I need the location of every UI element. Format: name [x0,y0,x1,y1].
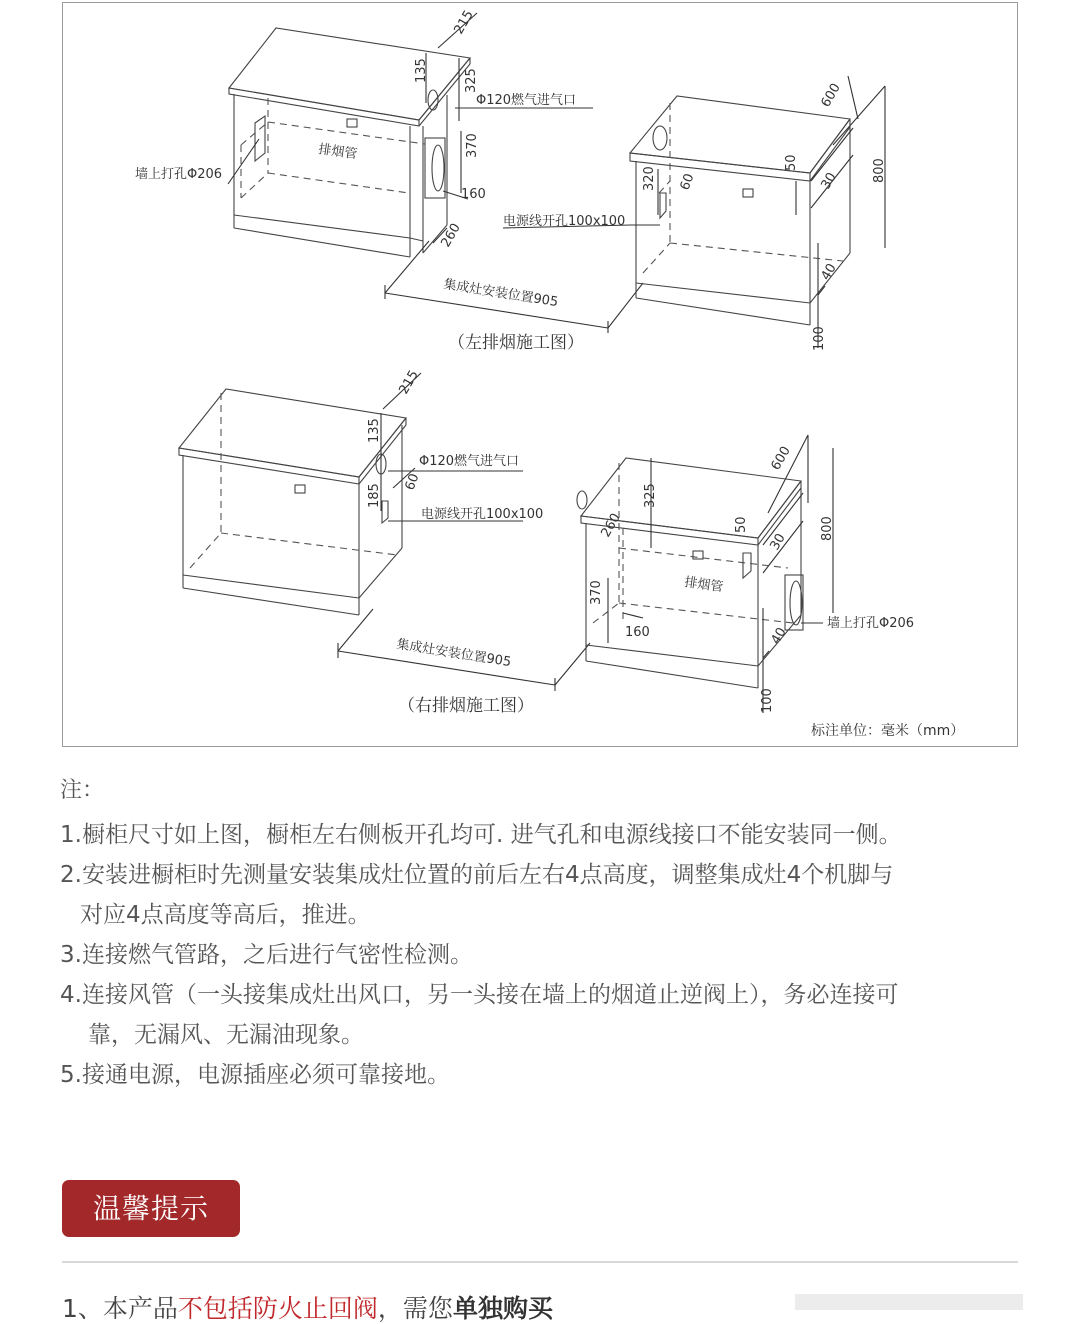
bottom-right-smoke-outlet [790,581,802,625]
tip-prefix: 1、本产品 [62,1294,178,1323]
install-notes [60,775,1030,1095]
top-dim-325: 325 [464,68,479,93]
notes-heading: 注： [60,778,105,803]
bottom-dim-600: 600 [768,443,794,473]
top-left-socket-icon [347,119,357,127]
bottom-right-socket-icon [693,551,703,559]
note-line: 3.连接燃气管路，之后进行气密性检测。 [60,942,473,968]
tip-line-1 [62,1294,553,1324]
top-right-socket-icon [743,189,753,197]
top-right-power-hole [660,193,666,218]
top-dim-60: 60 [677,171,698,193]
bottom-left-hidden-lines [190,393,397,568]
side-image-placeholder [795,1294,1023,1310]
top-dim-135: 135 [414,58,429,83]
bottom-dim-185: 185 [367,483,382,508]
bottom-dim-325: 325 [643,483,658,508]
bottom-dim-160: 160 [625,625,650,640]
top-wall-hole-label: 墙上打孔Φ206 [135,167,223,182]
diagram-svg [63,3,1019,748]
top-dim-600: 600 [818,80,844,110]
bottom-smoke-pipe-label: 排烟管 [683,575,725,596]
top-dim-50: 50 [784,154,799,171]
bottom-dim-40: 40 [768,625,790,647]
note-line: 1.橱柜尺寸如上图，橱柜左右侧板开孔均可. 进气孔和电源线接口不能安装同一侧。 [60,822,902,848]
bottom-left-socket-icon [295,485,305,493]
top-gas-inlet-circle [428,90,438,110]
top-install-pos-label: 集成灶安装位置905 [442,277,560,311]
bottom-dim-800: 800 [820,516,835,541]
note-line: 靠，无漏风、无漏油现象。 [88,1022,364,1048]
top-right-hidden-lines [643,103,843,273]
top-right-gas-inlet [653,126,667,150]
bottom-dim-260: 260 [598,510,624,540]
top-dim-215: 215 [451,7,477,37]
bottom-gas-inlet-label: Φ120燃气进气口 [419,454,520,469]
top-dim-260: 260 [438,220,464,250]
bottom-right-power-hole [743,553,751,578]
top-dim-160: 160 [461,187,486,202]
top-caption: （左排烟施工图） [448,333,584,353]
top-power-hole-label: 电源线开孔100x100 [503,214,626,229]
warm-tips-button[interactable]: 温馨提示 [62,1180,240,1237]
bottom-left-power-hole [382,501,388,523]
bottom-right-power-box [785,575,803,630]
bottom-right-hidden-lines [593,463,793,623]
bottom-right-cabinet [581,458,801,688]
bottom-dim-50: 50 [734,516,749,533]
bottom-dim-215: 215 [396,367,422,397]
note-line: 2.安装进橱柜时先测量安装集成灶位置的前后左右4点高度，调整集成灶4个机脚与 [60,862,894,888]
note-line: 对应4点高度等高后，推进。 [80,902,371,928]
top-smoke-outlet [432,145,444,191]
bottom-dim-370: 370 [589,580,604,605]
bottom-dim-135: 135 [367,418,382,443]
tip-highlight: 不包括防火止回阀 [177,1294,378,1323]
bottom-caption: （右排烟施工图） [398,696,534,716]
note-line: 5.接通电源，电源插座必须可靠接地。 [60,1062,450,1088]
tip-mid: ，需您 [377,1294,453,1323]
top-right-cabinet [630,96,850,325]
bottom-right-dimensions [608,435,833,713]
bottom-power-hole-label: 电源线开孔100x100 [421,507,544,522]
top-gas-inlet-label: Φ120燃气进气口 [476,93,577,108]
bottom-dim-60: 60 [402,471,423,493]
bottom-install-pos-label: 集成灶安装位置905 [395,637,513,671]
installation-diagram [62,2,1018,747]
tip-bold: 单独购买 [452,1294,553,1323]
top-left-wall-hole [255,116,265,161]
top-smoke-pipe-label: 排烟管 [317,142,359,163]
top-dim-40: 40 [818,261,840,283]
top-dim-30: 30 [818,170,840,192]
top-dim-100: 100 [812,326,827,351]
bottom-wall-hole-label: 墙上打孔Φ206 [827,616,915,631]
top-left-dimensions [228,13,643,333]
section-divider [62,1261,1018,1263]
top-dim-800: 800 [872,158,887,183]
bottom-dim-30: 30 [767,531,789,553]
top-dim-370: 370 [465,133,480,158]
unit-note: 标注单位：毫米（mm） [811,723,965,739]
bottom-right-gas-inlet [577,491,587,509]
bottom-dim-100: 100 [760,688,775,713]
top-dim-320: 320 [642,166,657,191]
note-line: 4.连接风管（一头接集成灶出风口，另一头接在墙上的烟道止逆阀上），务必连接可 [60,982,899,1008]
